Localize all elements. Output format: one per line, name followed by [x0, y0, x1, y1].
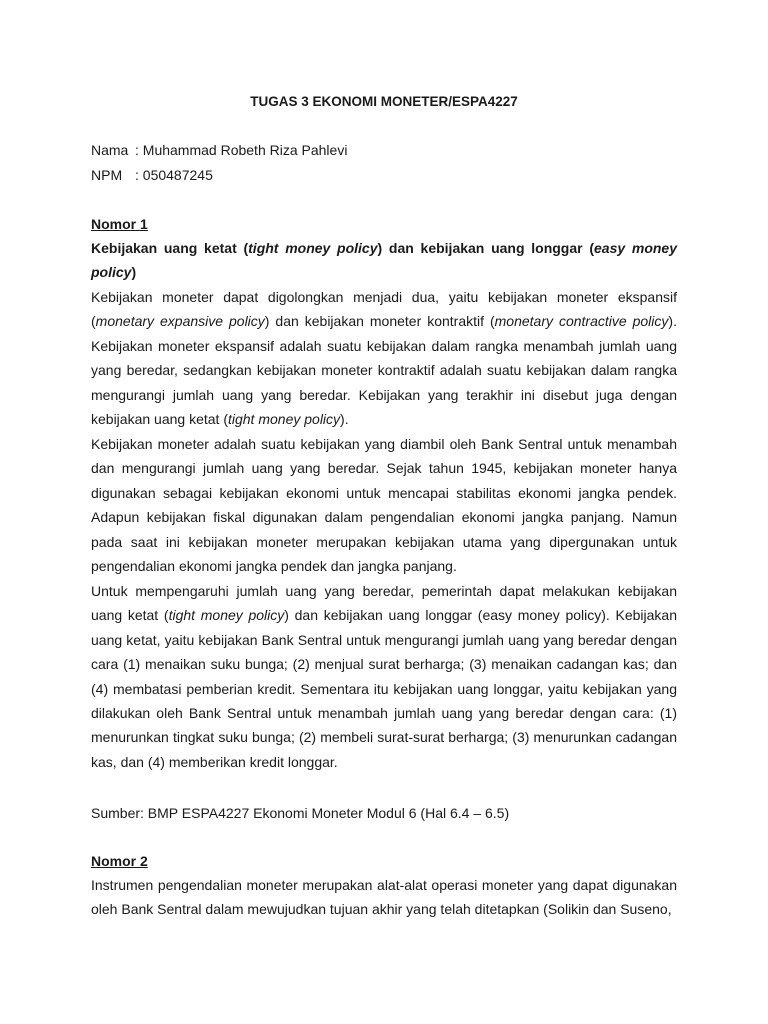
nomor-1-paragraph-3: Untuk mempengaruhi jumlah uang yang beredar, pemerintah dapat melakukan kebijakan uang ketat (tight money policy) dan kebijakan uang longgar (easy money policy). Kebijakan uang ketat, yaitu kebijakan Bank Sentral untuk mengurangi jumlah uang yang beredar dengan cara (1) menaikan suku bunga; (2) menjual surat berharga; (3) menaikan cadangan kas; dan (4) membatasi pemberian kredit. Sementara itu kebijakan uang longgar, yaitu kebijakan yang dilakukan oleh Bank Sentral untuk menambah jumlah uang yang beredar dengan cara: (1) menurunkan tingkat suku bunga; (2) membeli surat-surat berharga; (3) menurunkan cadangan kas, dan (4) memberikan kredit longgar. — [91, 583, 678, 770]
name-label: Nama — [91, 142, 129, 158]
nomor-2-paragraph-1: Instrumen pengendalian moneter merupakan alat-alat operasi moneter yang dapat digunakan oleh Bank Sentral dalam mewujudkan tujuan akhir yang telah ditetapkan (Solikin dan Suseno, — [91, 877, 677, 918]
name-line — [91, 140, 347, 160]
name-value: : Muhammad Robeth Riza Pahlevi — [135, 142, 348, 158]
nomor-1-heading: Nomor 1 — [91, 216, 148, 232]
document-title: TUGAS 3 EKONOMI MONETER/ESPA4227 — [250, 94, 518, 109]
nomor-1-subheading: Kebijakan uang ketat (tight money policy) dan kebijakan uang longgar (easy money policy) — [91, 240, 678, 281]
npm-value: : 050487245 — [135, 167, 213, 183]
nomor-1-paragraph-2: Kebijakan moneter adalah suatu kebijakan yang diambil oleh Bank Sentral untuk menambah dan mengurangi jumlah uang yang beredar. Sejak tahun 1945, kebijakan moneter hanya digunakan sebagai kebijakan ekonomi untuk mencapai stabilitas ekonomi jangka pendek. Adapun kebijakan fiskal digunakan dalam pengendalian ekonomi jangka panjang. Namun pada saat ini kebijakan moneter merupakan kebijakan utama yang dipergunakan untuk pengendalian ekonomi jangka pendek dan jangka panjang. — [91, 436, 677, 575]
npm-label: NPM — [91, 167, 123, 183]
source-citation: Sumber: BMP ESPA4227 Ekonomi Moneter Modul 6 (Hal 6.4 – 6.5) — [91, 805, 510, 821]
nomor-2-heading: Nomor 2 — [91, 853, 148, 869]
nomor-1-paragraph-1: Kebijakan moneter dapat digolongkan menjadi dua, yaitu kebijakan moneter ekspansif (monetary expansive policy) dan kebijakan moneter kontraktif (monetary contractive policy). Kebijakan moneter ekspansif adalah suatu kebijakan dalam rangka menambah jumlah uang yang beredar, sedangkan kebijakan moneter kontraktif adalah suatu kebijakan dalam rangka mengurangi jumlah uang yang beredar. Kebijakan yang terakhir ini disebut juga dengan kebijakan uang ketat (tight money policy). — [91, 289, 677, 428]
npm-line — [91, 165, 213, 185]
